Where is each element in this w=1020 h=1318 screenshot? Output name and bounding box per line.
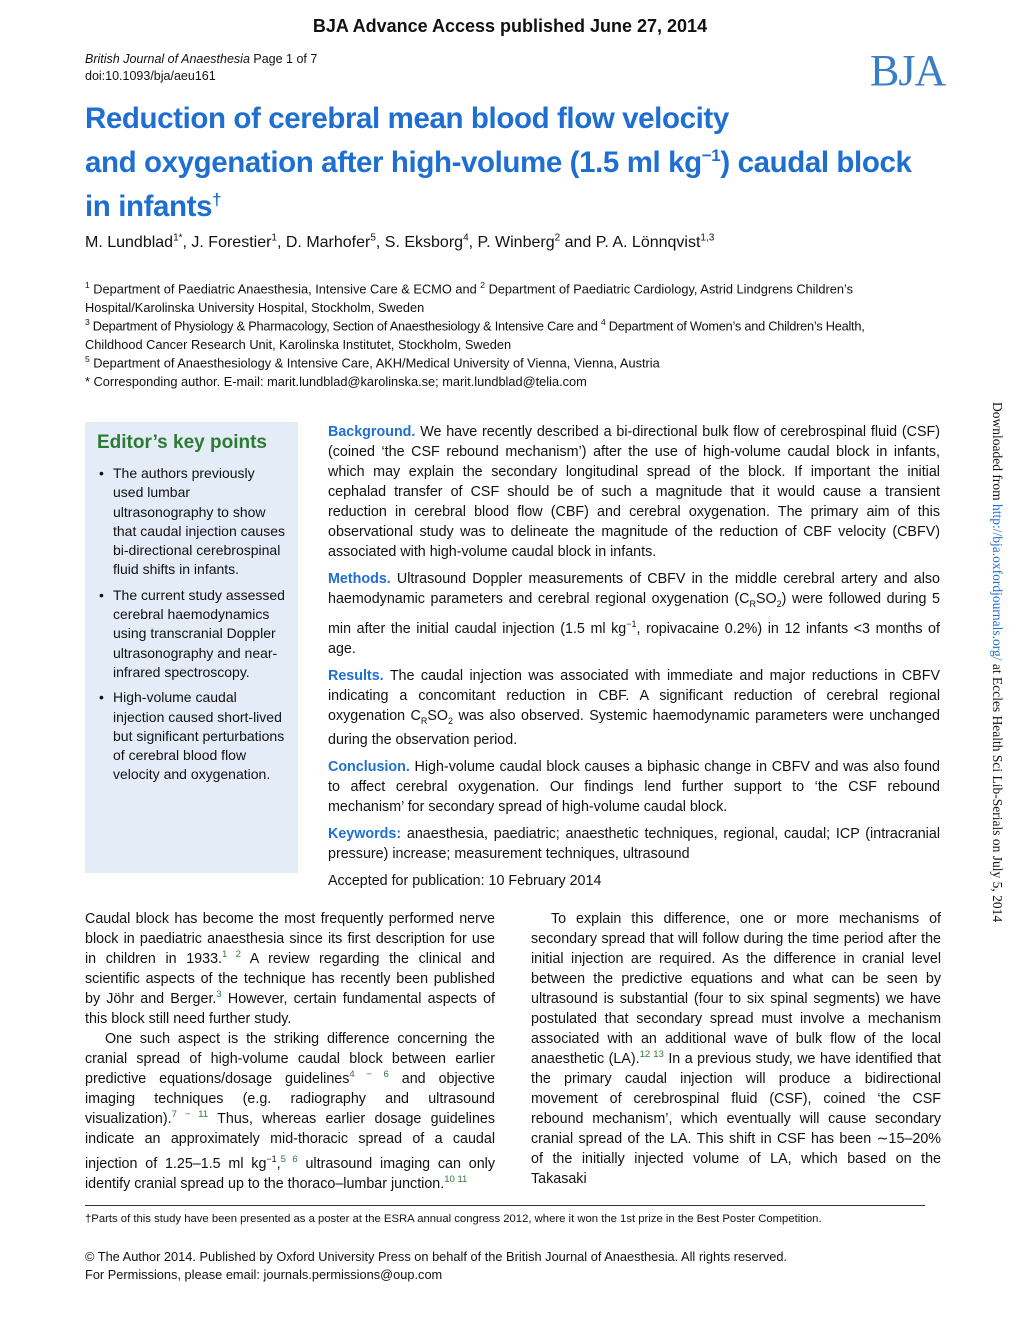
- footnote-divider: [85, 1205, 925, 1206]
- author: P. A. Lönnqvist$^{1,3}$: [595, 233, 715, 252]
- affiliation-1-2: $^1$ Department of Paediatric Anaesthesia, Intensive Care & ECMO and $^2$ Department of Paediatric Cardiology, Astrid Lindgrens Children’s Hospital/Karolinska University Hospital, Stockholm, Sweden: [85, 280, 853, 315]
- author: J. Forestier$^1$,: [191, 233, 286, 252]
- citation-link[interactable]: 3: [216, 989, 222, 1001]
- page-number: Page 1 of 7: [253, 52, 318, 66]
- journal-url-link[interactable]: http://bja.oxfordjournals.org/: [990, 503, 1005, 661]
- body-paragraph: To explain this difference, one or more mechanisms of secondary spread that will follow during the time period after the initial injection are required. As the difference in cranial level between the predictive equations and what can be seen by ultrasound is substantial (four to six spinal segments) we have postulated that secondary spread must involve a mechanism associated with an additional wave of bulk flow of the local anaesthetic (LA).$^{12 13}$ In a previous study, we have identified that the primary caudal injection will produce a bidirectional movement of cerebrospinal fluid (CSF), coined ‘the CSF rebound mechanism’, which eventually will cause secondary cranial spread of the LA. This shift in CSF has been ∼15–20% of the initially injected volume of LA, which based on the Takasaki: [531, 911, 941, 1187]
- key-points-heading: Editor’s key points: [97, 432, 267, 453]
- body-right-column: [531, 909, 941, 1189]
- author: M. Lundblad$^{1*}$,: [85, 233, 192, 252]
- key-points-list: [97, 464, 286, 785]
- title-line-1: Reduction of cerebral mean blood flow velocity: [85, 102, 729, 135]
- accepted-date: Accepted for publication: 10 February 2014: [328, 873, 602, 890]
- abstract-methods: Methods. Ultrasound Doppler measurements of CBFV in the middle cerebral artery and also haemodynamic parameters and cerebral regional oxygenation $(C_RSO_2)$ were followed during 5 min after the initial caudal injection (1.5 ml $kg^{-1}$, ropivacaine 0.2%) in 12 infants <3 months of age.: [328, 571, 940, 657]
- article-title: [85, 100, 955, 225]
- copyright-notice: © The Author 2014. Published by Oxford University Press on behalf of the British Journal of Anaesthesia. All rights reserved. For Permissions, please email: journals.permissions@oup.com: [85, 1249, 788, 1282]
- citation-link[interactable]: 5 6: [280, 1154, 298, 1165]
- citation-link[interactable]: 1 2: [222, 949, 241, 961]
- editors-key-points-box: [85, 422, 298, 873]
- affiliation-3-4: $^3$ Department of Physiology & Pharmacology, Section of Anaesthesiology & Intensive Care and $^4$ Department of Women’s and Children’s Health, Childhood Cancer Research Unit, Karolinska Institutet, Stockholm, Sweden: [85, 317, 865, 352]
- body-paragraph: One such aspect is the striking difference concerning the cranial spread of high-volume caudal block between earlier predictive equations/dosage guidelines$^{4 - 6}$ and objective imaging techniques (e.g. radiography and ultrasound visualization).$^{7 - 11}$ Thus, whereas earlier dosage guidelines indicate an approximately mid-thoracic spread of a caudal injection of 1.25–1.5 ml $kg^{-1},^{5 6}$ ultrasound imaging can only identify cranial spread up to the thoraco–lumbar junction.$^{10 11}$: [85, 1031, 495, 1192]
- abstract-conclusion: Conclusion. High-volume caudal block causes a biphasic change in CBFV and was also found to affect cerebral oxygenation. Our findings lend further support to ‘the CSF rebound mechanism’ for secondary spread of high-volume caudal block.: [328, 759, 940, 816]
- abstract: [328, 422, 940, 898]
- abstract-results: Results. The caudal injection was associated with immediate and major reductions in CBFV indicating a concomitant reduction in CBF. A significant reduction of cerebral regional oxygenation $C_RSO_2$ was also observed. Systemic haemodynamic parameters were unchanged during the observation period.: [328, 667, 940, 749]
- advance-access-banner: BJA Advance Access published June 27, 2014: [312, 16, 708, 36]
- title-line-3: in infants†: [85, 189, 222, 223]
- affiliation-5: $^5$ Department of Anaesthesiology & Intensive Care, AKH/Medical University of Vienna, Vienna, Austria: [85, 354, 660, 371]
- body-paragraph: Caudal block has become the most frequently performed nerve block in paediatric anaesthesia since its first description for use in children in 1933.$^{1 2}$ A review regarding the clinical and scientific aspects of the technique has recently been published by Jöhr and Berger.$^3$ However, certain fundamental aspects of this block still need further study.: [85, 911, 495, 1027]
- key-point: • High-volume caudal injection caused short-lived but significant perturbations of cerebral blood flow velocity and oxygenation.: [97, 688, 286, 784]
- body-left-column: [85, 909, 495, 1194]
- author: D. Marhofer$^5$,: [285, 233, 385, 252]
- author: P. Winberg$^2$ and: [477, 233, 596, 252]
- key-point: • The authors previously used lumbar ultrasonography to show that caudal injection causes bi-directional cerebrospinal fluid shifts in infants.: [97, 464, 286, 580]
- footnote: †Parts of this study have been presented as a poster at the ESRA annual congress 2012, where it won the 1st prize in the Best Poster Competition.: [85, 1213, 822, 1225]
- download-watermark: Downloaded from http://bja.oxfordjournals.org/ at Eccles Health Sci Lib-Serials on July 5, 2014: [990, 402, 1005, 923]
- doi[interactable]: doi:10.1093/bja/aeu161: [85, 69, 216, 83]
- author: S. Eksborg$^4$,: [384, 233, 478, 252]
- title-line-2: and oxygenation after high-volume (1.5 ml $kg^{-1}$) caudal block: [85, 145, 912, 179]
- journal-name: British Journal of Anaesthesia: [85, 52, 250, 66]
- citation-link[interactable]: 4 − 6: [349, 1069, 389, 1081]
- author-list: [85, 228, 965, 254]
- journal-info: [85, 51, 317, 85]
- abstract-keywords: Keywords: anaesthesia, paediatric; anaesthetic techniques, regional, caudal; ICP (intracranial pressure) increase; measurement techniques, ultrasound: [328, 826, 940, 863]
- citation-link[interactable]: 10 11: [444, 1174, 468, 1185]
- citation-link[interactable]: 7 − 11: [171, 1109, 209, 1121]
- corresponding-author: * Corresponding author. E-mail: marit.lundblad@karolinska.se; marit.lundblad@telia.com: [85, 374, 587, 389]
- abstract-background: Background. We have recently described a bi-directional bulk flow of cerebrospinal fluid (CSF) (coined ‘the CSF rebound mechanism’) after the use of high-volume caudal block in infants, which may explain the secondary longitudinal spread of the block. If important the initial cephalad transfer of CSF should be of such a magnitude that it would cause a transient reduction in cerebral blood flow (CBF) and cerebral oxygenation. The primary aim of this observational study was to delineate the magnitude of the reduction of CBF velocity (CBFV) associated with high-volume caudal block in infants.: [328, 424, 940, 560]
- citation-link[interactable]: 12 13: [639, 1049, 664, 1061]
- key-point: • The current study assessed cerebral haemodynamics using transcranial Doppler ultrasonography and near-infrared spectroscopy.: [97, 586, 286, 682]
- bja-logo: BJA: [870, 46, 946, 95]
